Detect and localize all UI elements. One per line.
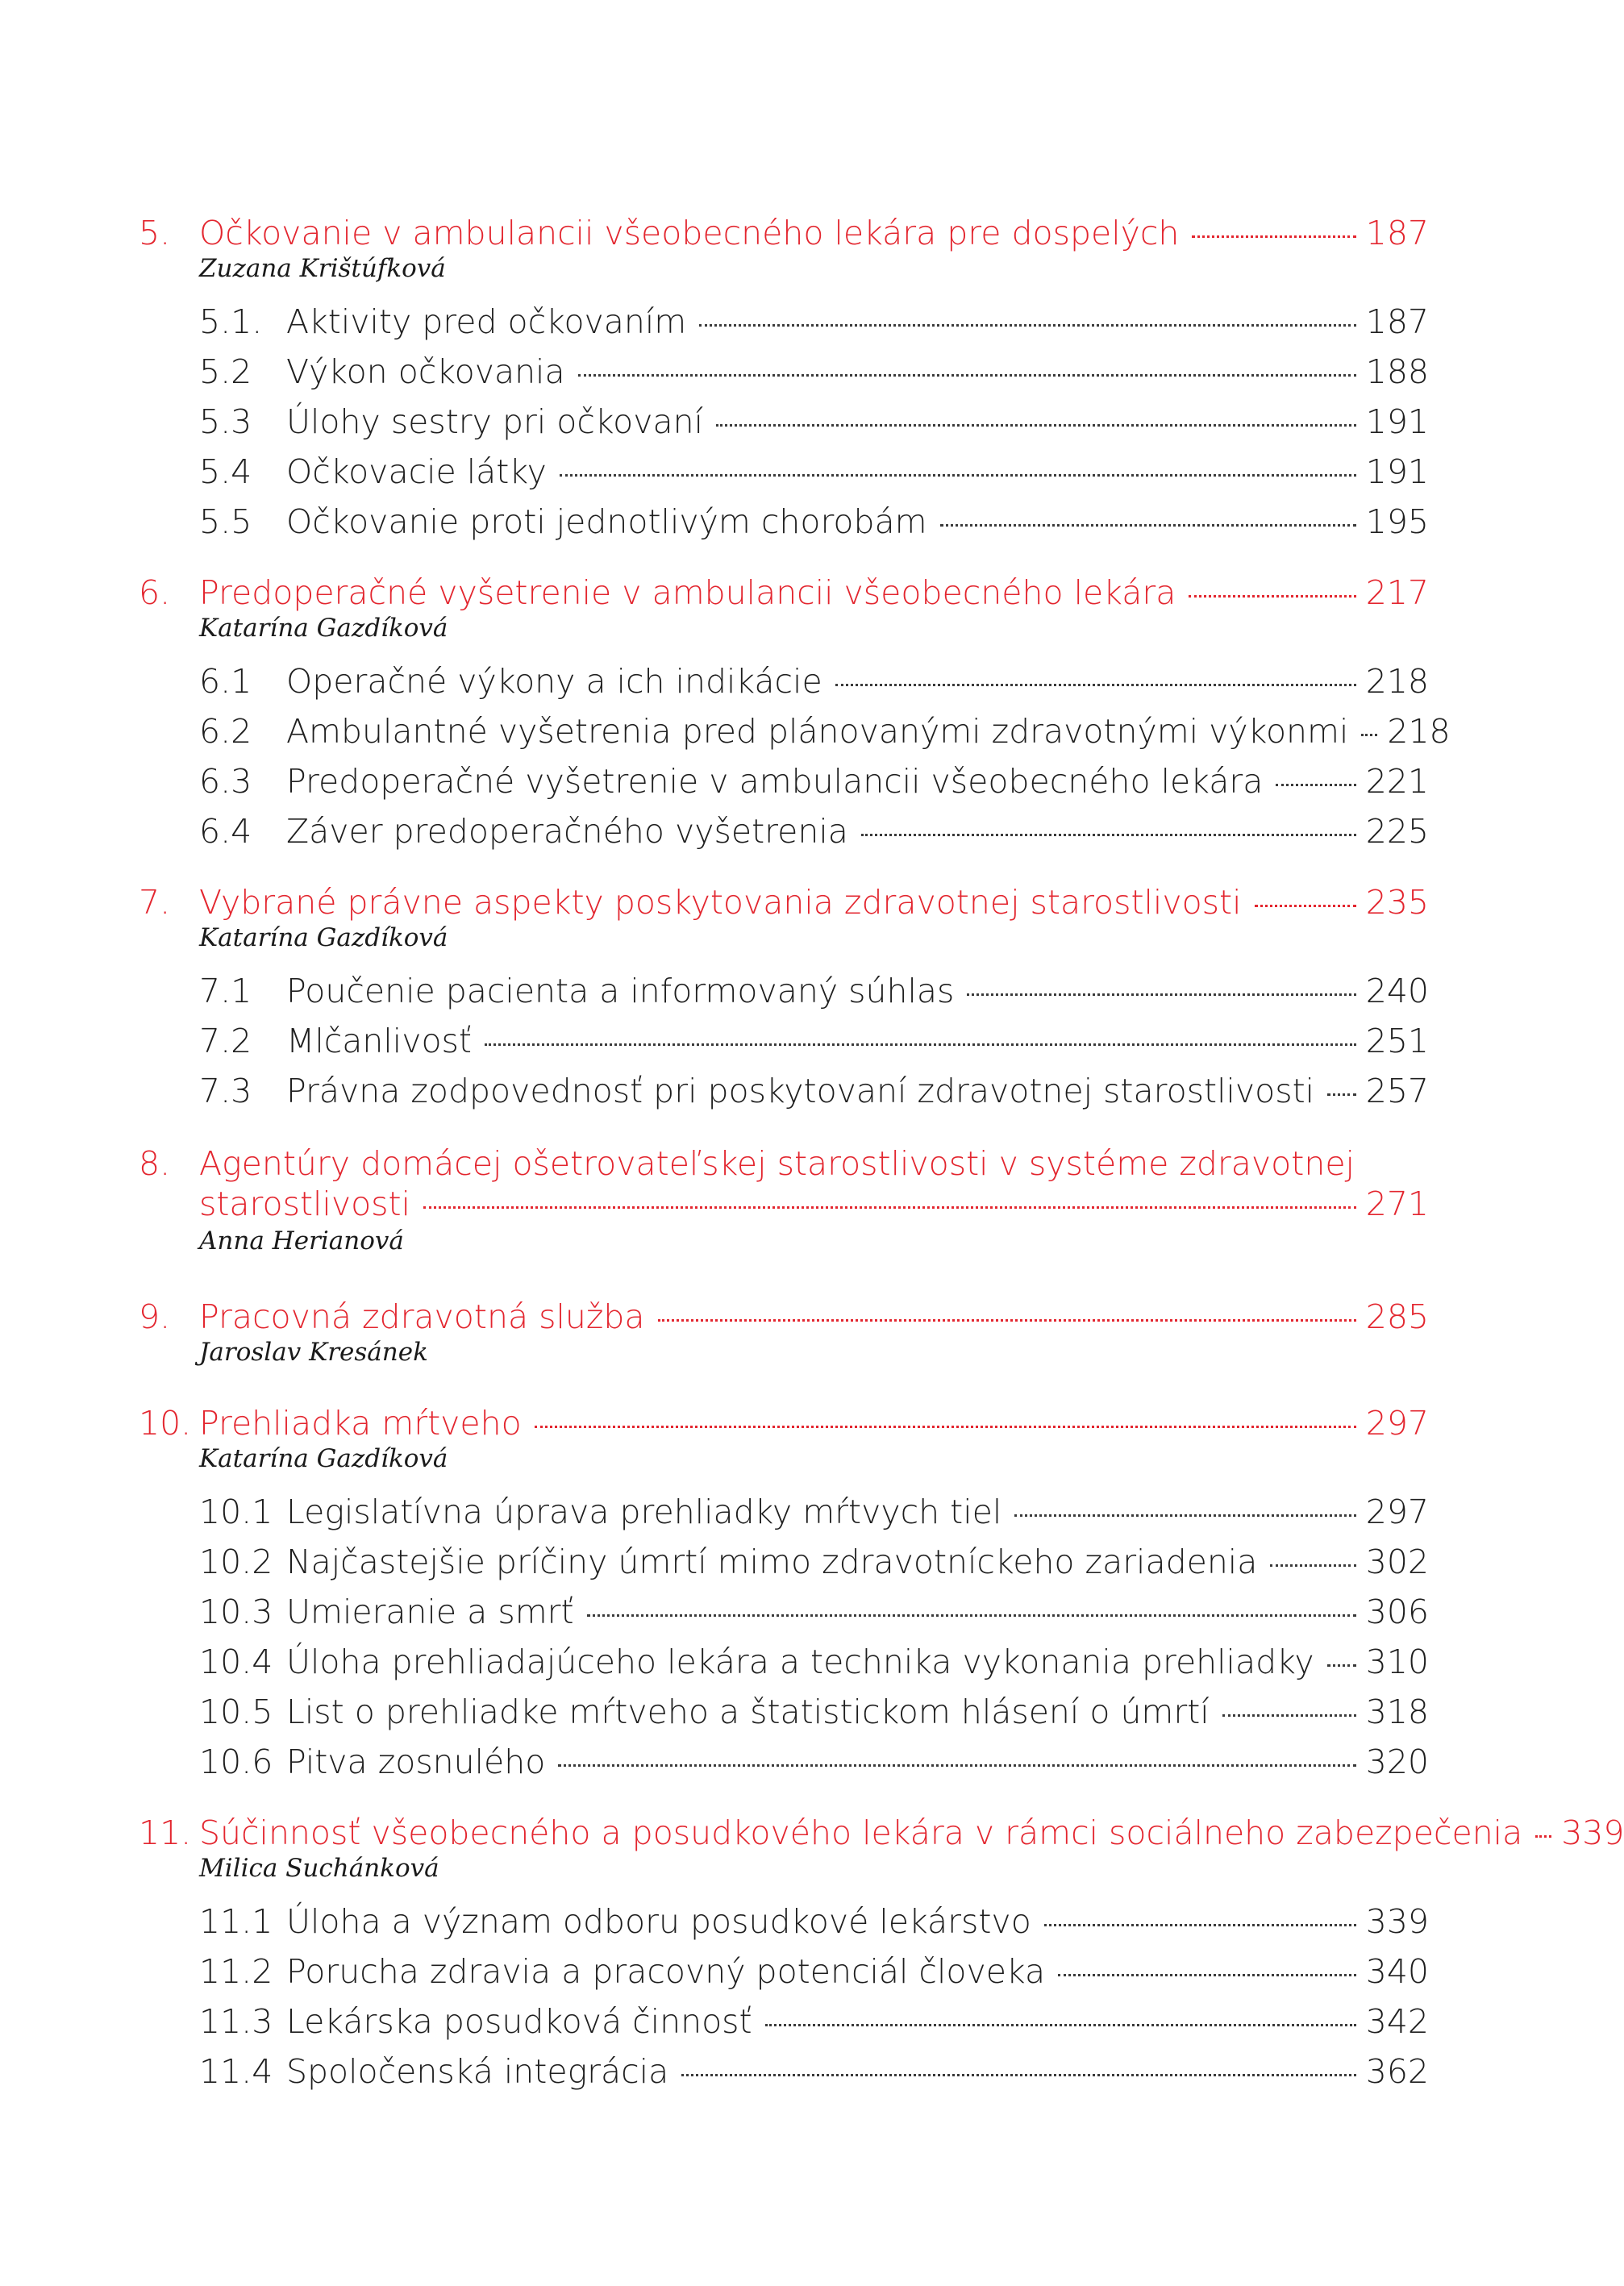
section-list [139,1487,1429,1787]
toc-section[interactable] [139,756,1429,806]
section-page: 339 [1365,1902,1429,1941]
dot-leader [716,424,1356,427]
section-title: Operačné výkony a ich indikácie [286,662,822,701]
section-page: 318 [1365,1693,1429,1731]
section-page: 340 [1365,1952,1429,1991]
chapter-author: Milica Suchánková [199,1854,439,1883]
section-title: Umieranie a smrť [286,1593,574,1631]
section-number: 7.3 [199,1072,252,1110]
section-title: Očkovanie proti jednotlivým chorobám [286,502,927,541]
section-number: 5.4 [199,452,252,491]
section-title: Predoperačné vyšetrenie v ambulancii všeobecného lekára [286,762,1264,801]
chapter-number: 6. [139,573,171,612]
section-page: 257 [1365,1072,1429,1110]
section-page: 310 [1365,1643,1429,1681]
section-number: 5.2 [199,352,252,391]
dot-leader [485,1043,1356,1046]
section-title: Aktivity pred očkovaním [286,302,687,341]
section-title: Legislatívna úprava prehliadky mŕtvych tiel [286,1493,1002,1531]
chapter-title-line-1[interactable]: Agentúry domácej ošetrovateľskej starostlivosti v systéme zdravotnej [199,1144,1355,1183]
chapter-number: 10. [139,1404,192,1443]
section-page: 342 [1365,2002,1429,2041]
toc-section[interactable] [139,2047,1429,2097]
section-number: 11.3 [199,2002,273,2041]
section-title: Záver predoperačného vyšetrenia [286,812,848,851]
section-title: Porucha zdravia a pracovný potenciál človeka [286,1952,1046,1991]
section-title: Očkovacie látky [286,452,547,491]
section-page: 306 [1365,1593,1429,1631]
toc-section[interactable] [139,1737,1429,1787]
dot-leader [1192,235,1355,238]
chapter-number: 11. [139,1813,192,1852]
toc-section[interactable] [139,806,1429,856]
chapter-title[interactable]: Pracovná zdravotná služba [199,1297,645,1336]
dot-leader [1327,1664,1356,1667]
section-number: 10.4 [199,1643,273,1681]
toc-section[interactable] [139,397,1429,447]
dot-leader [1361,734,1377,736]
chapter-author: Jaroslav Kresánek [199,1338,428,1367]
section-page: 225 [1365,812,1429,851]
dot-leader [835,684,1356,686]
chapter-author: Katarína Gazdíková [199,1444,448,1473]
section-page: 320 [1365,1743,1429,1781]
dot-leader [535,1426,1356,1428]
chapter-page[interactable]: 217 [1365,573,1429,612]
chapter-page[interactable]: 297 [1365,1404,1429,1443]
section-page: 240 [1365,972,1429,1010]
chapter-title[interactable]: Prehliadka mŕtveho [199,1404,522,1443]
chapter-10 [139,1398,1429,1787]
section-page: 188 [1365,352,1429,391]
toc-section[interactable] [139,1687,1429,1737]
chapter-title[interactable]: Vybrané právne aspekty poskytovania zdravotnej starostlivosti [199,883,1242,922]
toc-section[interactable] [139,1537,1429,1587]
chapter-number: 9. [139,1297,171,1336]
toc-section[interactable] [139,1066,1429,1116]
section-page: 191 [1365,452,1429,491]
dot-leader [1222,1714,1356,1717]
toc-section[interactable] [139,497,1429,547]
toc-section[interactable] [139,966,1429,1016]
toc-section[interactable] [139,1587,1429,1637]
section-page: 362 [1365,2052,1429,2091]
dot-leader [1327,1093,1356,1096]
section-title: Právna zodpovednosť pri poskytovaní zdravotnej starostlivosti [286,1072,1315,1110]
toc-section[interactable] [139,656,1429,706]
dot-leader [587,1614,1356,1617]
section-page: 191 [1365,402,1429,441]
dot-leader [699,324,1355,327]
section-number: 5.1. [199,302,263,341]
dot-leader [967,993,1355,996]
toc-section[interactable] [139,1997,1429,2047]
section-title: Ambulantné vyšetrenia pred plánovanými zdravotnými výkonmi [286,712,1349,751]
toc-section[interactable] [139,297,1429,347]
dot-leader [578,374,1356,377]
section-number: 5.5 [199,502,252,541]
chapter-title[interactable]: Súčinnosť všeobecného a posudkového lekára v rámci sociálneho zabezpečenia [199,1813,1523,1852]
chapter-author: Zuzana Krištúfková [199,254,446,283]
chapter-9 [139,1292,1429,1366]
dot-leader [1189,595,1355,598]
section-number: 11.2 [199,1952,273,1991]
section-title: Lekárska posudková činnosť [286,2002,752,2041]
chapter-title[interactable]: Očkovanie v ambulancii všeobecného lekára pre dospelých [199,214,1180,252]
chapter-page[interactable]: 271 [1365,1185,1429,1223]
section-page: 302 [1365,1543,1429,1581]
chapter-number: 7. [139,883,171,922]
dot-leader [1014,1514,1355,1517]
chapter-number: 5. [139,214,171,252]
section-number: 6.2 [199,712,252,751]
chapter-11 [139,1808,1624,2097]
toc-section[interactable] [139,1016,1429,1066]
section-number: 6.4 [199,812,252,851]
toc-section[interactable] [139,1897,1429,1947]
section-list [139,966,1429,1116]
section-number: 10.3 [199,1593,273,1631]
section-title: Úlohy sestry pri očkovaní [286,402,704,441]
chapter-author: Katarína Gazdíková [199,614,448,643]
dot-leader [558,1764,1355,1767]
chapter-number: 8. [139,1144,171,1183]
dot-leader [1044,1924,1356,1926]
section-number: 10.1 [199,1493,273,1531]
toc-section[interactable] [139,1637,1429,1687]
section-number: 10.6 [199,1743,273,1781]
section-title: Pitva zosnulého [286,1743,546,1781]
section-title: List o prehliadke mŕtveho a štatistickom hlásení o úmrtí [286,1693,1210,1731]
chapter-6 [139,568,1451,856]
section-list [139,1897,1429,2097]
section-number: 10.2 [199,1543,273,1581]
dot-leader [1270,1564,1355,1567]
section-page: 251 [1365,1022,1429,1060]
toc-section[interactable] [139,347,1429,397]
section-number: 5.3 [199,402,252,441]
chapter-page[interactable]: 285 [1365,1297,1429,1336]
section-number: 6.1 [199,662,252,701]
section-page: 195 [1365,502,1429,541]
dot-leader [560,474,1356,477]
chapter-title-line-2[interactable]: starostlivosti [199,1185,410,1223]
section-page: 297 [1365,1493,1429,1531]
section-title: Mlčanlivosť [286,1022,472,1060]
section-page: 218 [1387,712,1451,751]
section-number: 10.5 [199,1693,273,1731]
section-page: 187 [1365,302,1429,341]
chapter-7 [139,877,1429,1116]
chapter-title[interactable]: Predoperačné vyšetrenie v ambulancii všeobecného lekára [199,573,1176,612]
section-list [139,297,1429,547]
dot-leader [765,2024,1356,2026]
chapter-5 [139,208,1429,547]
section-number: 11.1 [199,1902,273,1941]
section-title: Úloha a význam odboru posudkové lekárstvo [286,1902,1031,1941]
dot-leader [1276,784,1355,786]
section-title: Výkon očkovania [286,352,565,391]
dot-leader [1535,1835,1551,1838]
section-title: Spoločenská integrácia [286,2052,669,2091]
section-number: 6.3 [199,762,252,801]
chapter-page[interactable]: 235 [1365,883,1429,922]
chapter-page[interactable]: 339 [1561,1813,1624,1852]
chapter-author: Anna Herianová [199,1226,404,1255]
section-number: 11.4 [199,2052,273,2091]
section-number: 7.2 [199,1022,252,1060]
toc-section[interactable] [139,706,1451,756]
dot-leader [1255,905,1356,907]
dot-leader [658,1319,1356,1322]
toc-section[interactable] [139,1947,1429,1997]
dot-leader [423,1206,1356,1209]
section-title: Najčastejšie príčiny úmrtí mimo zdravotníckeho zariadenia [286,1543,1258,1581]
toc-section[interactable] [139,1487,1429,1537]
dot-leader [1058,1974,1356,1976]
chapter-author: Katarína Gazdíková [199,923,448,952]
section-title: Poučenie pacienta a informovaný súhlas [286,972,955,1010]
section-number: 7.1 [199,972,252,1010]
chapter-page[interactable]: 187 [1365,214,1429,252]
section-title: Úloha prehliadajúceho lekára a technika vykonania prehliadky [286,1643,1314,1681]
dot-leader [861,834,1356,836]
dot-leader [940,524,1356,527]
dot-leader [681,2074,1356,2076]
toc-section[interactable] [139,447,1429,497]
chapter-8 [139,1143,1429,1255]
section-list [139,656,1451,856]
section-page: 221 [1365,762,1429,801]
section-page: 218 [1365,662,1429,701]
